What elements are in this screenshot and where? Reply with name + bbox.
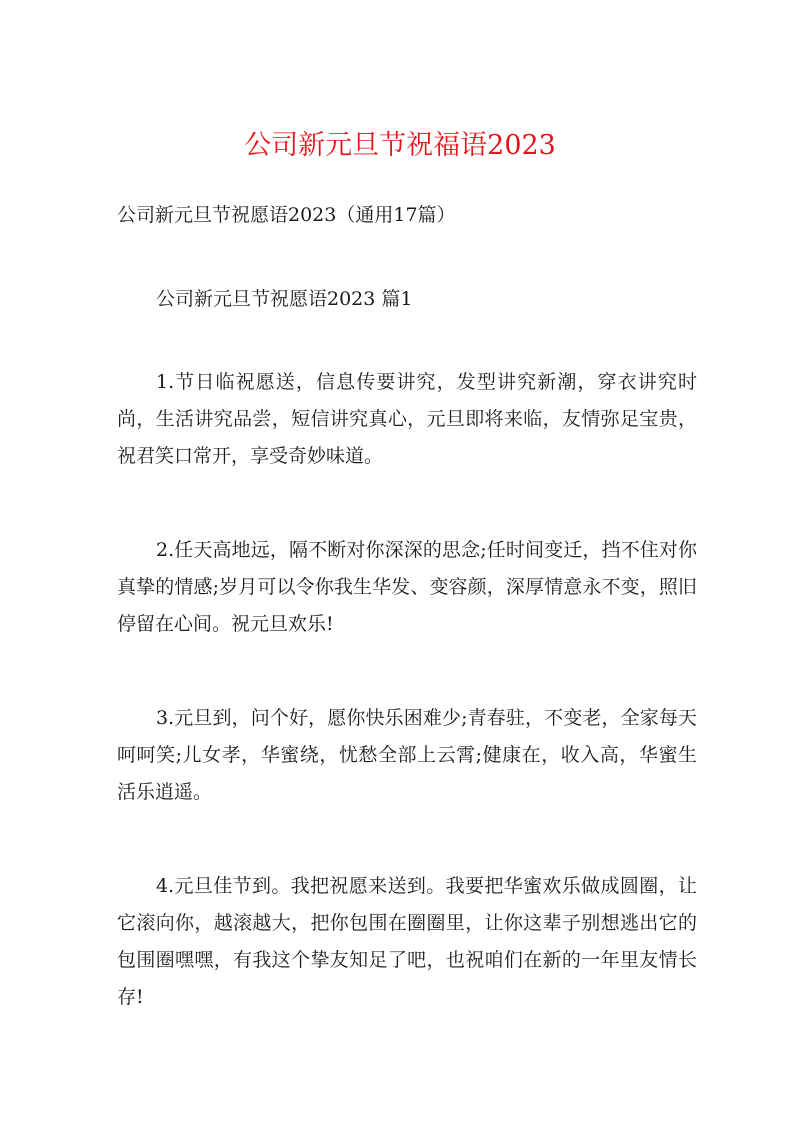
paragraph-3: 3.元旦到，问个好，愿你快乐困难少;青春驻，不变老，全家每天呵呵笑;儿女孝，华蜜绕，忧愁全部上云霄;健康在，收入高，华蜜生活乐逍遥。 xyxy=(117,707,697,803)
paragraph-4: 4.元旦佳节到。我把祝愿来送到。我要把华蜜欢乐做成圆圈，让它滚向你，越滚越大，把你包围在圈圈里，让你这辈子别想逃出它的包围圈嘿嘿，有我这个挚友知足了吧，也祝咱们在新的一年里友情长存! xyxy=(117,875,697,1008)
document-subtitle: 公司新元旦节祝愿语2023（通用17篇） xyxy=(117,204,456,226)
paragraph-2: 2.任天高地远，隔不断对你深深的思念;任时间变迁，挡不住对你真挚的情感;岁月可以令你我生华发、变容颜，深厚情意永不变，照旧停留在心间。祝元旦欢乐! xyxy=(117,539,697,635)
section-heading: 公司新元旦节祝愿语2023 篇1 xyxy=(156,288,413,310)
document-title: 公司新元旦节祝福语2023 xyxy=(244,130,556,161)
paragraph-1: 1.节日临祝愿送，信息传要讲究，发型讲究新潮，穿衣讲究时尚，生活讲究品尝，短信讲究真心，元旦即将来临，友情弥足宝贵，祝君笑口常开，享受奇妙味道。 xyxy=(117,371,697,467)
